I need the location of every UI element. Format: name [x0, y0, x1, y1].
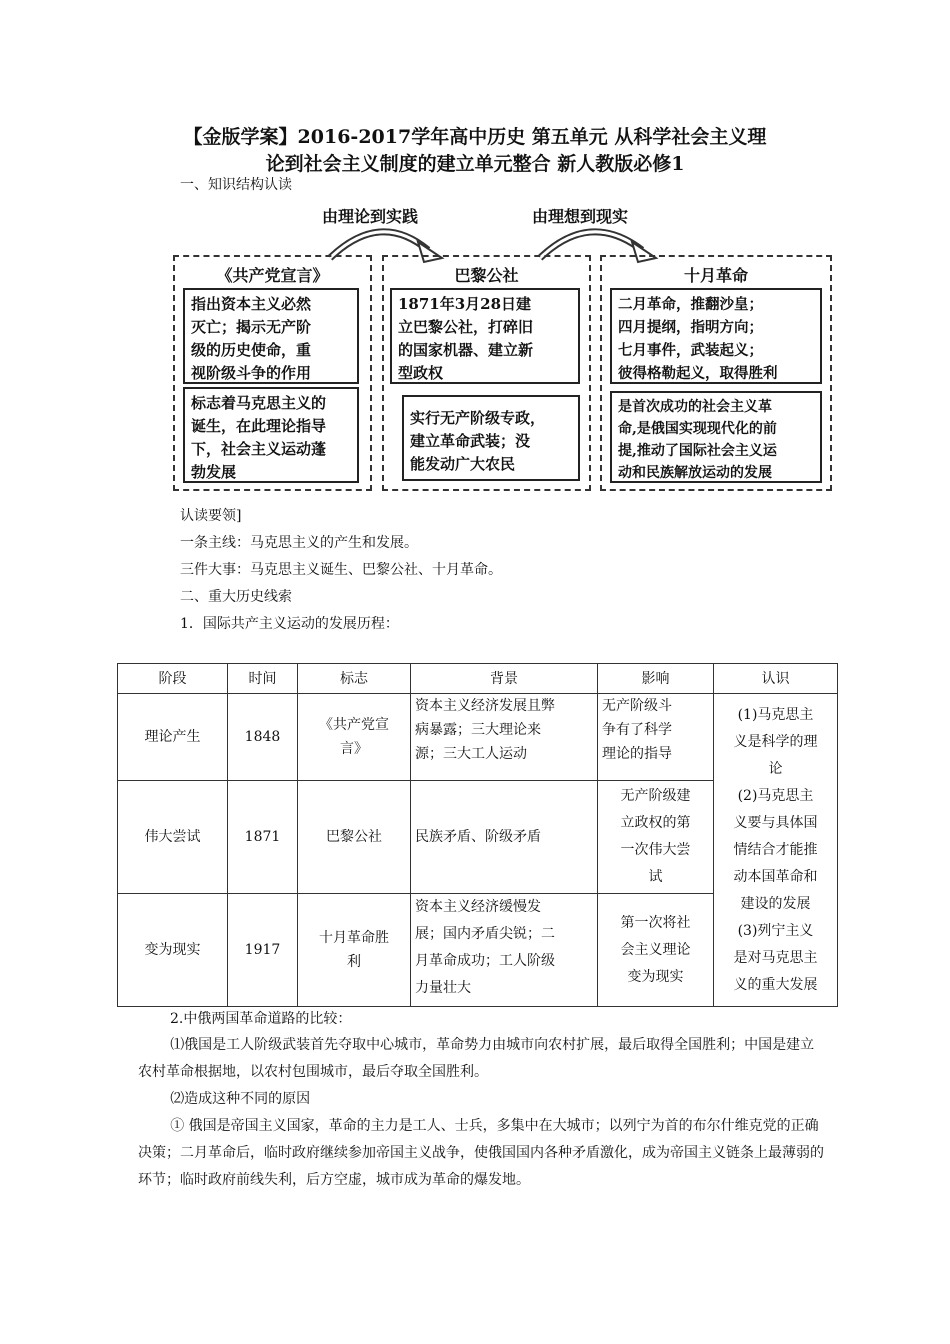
main-line-text: 一条主线：马克思主义的产生和发展。	[180, 535, 418, 551]
text-line: 彼得格勒起义，取得胜利	[618, 365, 778, 382]
impact-cell	[598, 894, 714, 1007]
header-cell: 影响	[598, 664, 714, 694]
text-line: 源；三大工人运动	[415, 746, 527, 762]
section-heading-1: 一、知识结构认读	[180, 177, 292, 193]
text-line: 试	[648, 869, 663, 885]
text-line: 四月提纲，指明方向；	[618, 319, 763, 336]
title-line-2: 论到社会主义制度的建立单元整合 新人教版必修1	[265, 153, 685, 175]
text-line: 提,推动了国际社会主义运	[618, 443, 777, 459]
section-heading-2: 二、重大历史线索	[180, 589, 292, 605]
text-line: 建设的发展	[740, 895, 811, 912]
column-paris-commune	[382, 255, 591, 491]
text-line: 动本国革命和	[733, 868, 818, 885]
recognition-cell	[714, 694, 838, 1007]
text-line: 义的重大发展	[733, 976, 818, 993]
paragraph: ⑵造成这种不同的原因	[170, 1091, 311, 1107]
text-line: 无产阶级斗	[602, 698, 672, 714]
text-line: 会主义理论	[620, 941, 691, 958]
time-cell: 1848	[228, 694, 298, 781]
header-cell: 认识	[714, 664, 838, 694]
document-title	[120, 124, 830, 178]
history-table	[117, 663, 838, 1007]
mark-cell	[298, 894, 411, 1007]
impact-cell	[598, 781, 714, 894]
content-box	[390, 288, 580, 384]
text-line: 变为现实	[627, 968, 684, 985]
text-line: 标志着马克思主义的	[191, 394, 327, 412]
background-cell	[411, 781, 598, 894]
title-line-1: 【金版学案】2016-2017学年高中历史 第五单元 从科学社会主义理	[183, 126, 767, 148]
text-line: 建立革命武装；没	[410, 432, 531, 450]
content-box	[402, 395, 580, 481]
table-row	[118, 694, 838, 781]
text-line: 十月革命胜	[319, 930, 389, 946]
text-line: 理论的指导	[602, 746, 672, 762]
comparison-paragraphs	[138, 1032, 828, 1194]
text-line: (2)马克思主	[737, 787, 814, 804]
text-line: 实行无产阶级专政，	[410, 409, 546, 427]
text-line: 论	[768, 760, 783, 777]
column-heading: 《共产党宣言》	[216, 266, 329, 285]
text-line: 是对马克思主	[733, 949, 818, 966]
table-header-row	[118, 664, 838, 694]
text-line: (3)列宁主义	[737, 922, 814, 939]
mark-cell	[298, 781, 411, 894]
text-line: 1871年3月28日建	[398, 295, 532, 313]
text-line: 无产阶级建	[620, 788, 691, 804]
column-heading: 巴黎公社	[454, 266, 519, 285]
text-line: 利	[347, 954, 361, 970]
content-box	[183, 288, 359, 384]
text-line: 义是科学的理	[733, 733, 818, 750]
text-line: 指出资本主义必然	[191, 295, 312, 313]
arrow-label-theory-to-practice: 由理论到实践	[322, 207, 419, 226]
text-line: 情结合才能推	[733, 841, 818, 858]
text-line: 动和民族解放运动的发展	[618, 465, 772, 481]
item-1-heading: 1．国际共产主义运动的发展历程：	[180, 616, 399, 632]
paragraph: ① 俄国是帝国主义国家，革命的主力是工人、士兵，多集中在大城市；以列宁为首的布尔什维克党的正确决策；二月革命后，临时政府继续参加帝国主义战争，使俄国国内各种矛盾激化，成为帝国主义链条上最薄弱的环节；临时政府前线失利，后方空虚，城市成为革命的爆发地。	[138, 1118, 824, 1188]
stage-cell: 变为现实	[118, 894, 228, 1007]
text-line: 灭亡；揭示无产阶	[191, 318, 312, 336]
text-line: 病暴露；三大理论来	[415, 722, 541, 738]
text-line: 资本主义经济发展且弊	[415, 698, 555, 714]
mark-cell	[298, 694, 411, 781]
text-line: 七月事件，武装起义；	[618, 342, 763, 359]
text-line: 展；国内矛盾尖锐；二	[415, 926, 555, 942]
text-line: 立政权的第	[620, 815, 691, 831]
column-communist-manifesto	[173, 255, 372, 491]
text-line: 《共产党宣	[319, 717, 389, 733]
text-line: 命,是俄国实现现代化的前	[618, 421, 777, 437]
text-line: 二月革命，推翻沙皇；	[618, 296, 763, 313]
content-box	[183, 387, 359, 483]
text-line: 争有了科学	[602, 722, 672, 738]
text-line: 下，社会主义运动蓬	[191, 440, 327, 458]
time-cell: 1917	[228, 894, 298, 1007]
text-line: 勃发展	[191, 463, 237, 481]
text-line: 力量壮大	[415, 980, 471, 996]
paragraph: ⑴俄国是工人阶级武装首先夺取中心城市，革命势力由城市向农村扩展，最后取得全国胜利；中国是建立农村革命根据地，以农村包围城市，最后夺取全国胜利。	[138, 1037, 815, 1080]
header-cell: 阶段	[118, 664, 228, 694]
stage-cell: 理论产生	[118, 694, 228, 781]
column-october-revolution	[600, 255, 832, 491]
text-line: 立巴黎公社，打碎旧	[398, 318, 534, 336]
text-line: 一次伟大尝	[620, 842, 691, 858]
header-cell: 标志	[298, 664, 411, 694]
impact-cell	[598, 694, 714, 781]
background-cell	[411, 894, 598, 1007]
background-cell	[411, 694, 598, 781]
text-line: 资本主义经济缓慢发	[415, 899, 541, 915]
text-line: 言》	[340, 741, 368, 757]
header-cell: 背景	[411, 664, 598, 694]
text-line: 能发动广大农民	[410, 455, 516, 473]
content-box	[610, 391, 822, 483]
stage-cell: 伟大尝试	[118, 781, 228, 894]
reading-points-label: 认读要领]	[180, 508, 242, 524]
text-line: 巴黎公社	[326, 829, 382, 845]
three-events-text: 三件大事：马克思主义诞生、巴黎公社、十月革命。	[180, 562, 502, 578]
text-line: 第一次将社	[620, 914, 691, 931]
text-line: 民族矛盾、阶级矛盾	[415, 829, 541, 845]
knowledge-structure-diagram	[170, 200, 835, 492]
text-line: (1)马克思主	[737, 706, 814, 723]
content-box	[610, 288, 822, 384]
text-line: 是首次成功的社会主义革	[618, 399, 772, 415]
text-line: 月革命成功；工人阶级	[415, 953, 555, 969]
text-line: 义要与具体国	[733, 814, 818, 831]
time-cell: 1871	[228, 781, 298, 894]
item-2-heading: 2.中俄两国革命道路的比较：	[170, 1011, 352, 1027]
text-line: 视阶级斗争的作用	[191, 364, 312, 382]
text-line: 的国家机器、建立新	[398, 341, 534, 359]
column-heading: 十月革命	[683, 266, 748, 285]
text-line: 诞生，在此理论指导	[191, 417, 327, 435]
arrow-label-ideal-to-reality: 由理想到现实	[532, 207, 629, 226]
text-line: 级的历史使命，重	[191, 341, 312, 359]
header-cell: 时间	[228, 664, 298, 694]
text-line: 型政权	[398, 364, 444, 382]
